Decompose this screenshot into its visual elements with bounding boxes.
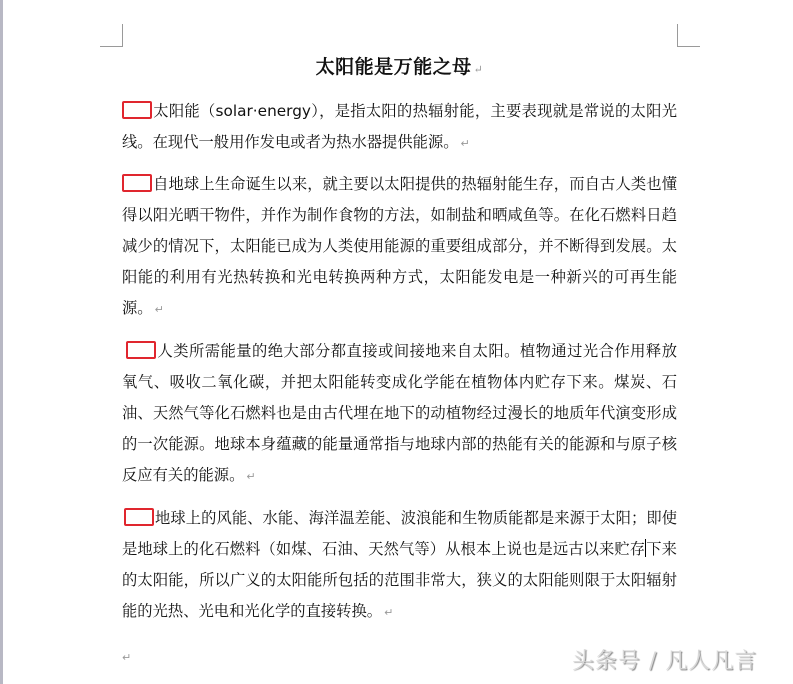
window-left-edge [0, 0, 3, 684]
paragraph-mark-icon: ↵ [246, 470, 256, 483]
paragraph-mark-icon: ↵ [122, 651, 132, 664]
margin-corner-top-left [100, 24, 123, 47]
paragraph-text: 人类所需能量的绝大部分都直接或间接地来自太阳。植物通过光合作用释放氧气、吸收二氧化碳，并把太阳能转变成化学能在植物体内贮存下来。煤炭、石油、天然气等化石燃料也是由古代埋在地下的动植物经过漫长的地质年代演变形成的一次能源。地球本身蕴藏的能量通常指与地球内部的热能有关的能源和与原子核反应有关的能源。 [122, 342, 677, 484]
paragraph-text: 自地球上生命诞生以来，就主要以太阳提供的热辐射能生存，而自古人类也懂得以阳光晒干物件，并作为制作食物的方法，如制盐和晒咸鱼等。在化石燃料日趋减少的情况下，太阳能已成为人类使用能源的重要组成部分，并不断得到发展。太阳能的利用有光热转换和光电转换两种方式，太阳能发电是一种新兴的可再生能源。 [122, 175, 677, 317]
indent-highlight-box [122, 101, 152, 119]
watermark: 头条号 / 凡人凡言 [572, 649, 758, 674]
empty-paragraph[interactable] [120, 646, 131, 665]
paragraph-2[interactable] [122, 169, 677, 325]
indent-highlight-box [124, 508, 154, 526]
paragraph-mark-icon: ↵ [154, 303, 164, 316]
paragraph-1[interactable] [122, 96, 677, 159]
indent-highlight-box [126, 341, 156, 359]
paragraph-text: 下来的太阳能，所以广义的太阳能所包括的范围非常大，狭义的太阳能则限于太阳辐射能的光热、光电和光化学的直接转换。 [122, 540, 677, 620]
document-title-text: 太阳能是万能之母 [315, 56, 472, 78]
document-title[interactable] [122, 52, 677, 79]
indent-highlight-box [122, 174, 152, 192]
paragraph-mark-icon: ↵ [460, 137, 470, 150]
paragraph-3[interactable] [122, 336, 677, 492]
paragraph-4[interactable] [122, 503, 677, 628]
paragraph-text: 太阳能（solar·energy），是指太阳的热辐射能，主要表现就是常说的太阳光线。在现代一般用作发电或者为热水器提供能源。 [122, 102, 677, 151]
paragraph-mark-icon: ↵ [384, 606, 394, 619]
paragraph-mark-icon: ↵ [473, 63, 484, 76]
paragraph-text: 地球上的风能、水能、海洋温差能、波浪能和生物质能都是来源于太阳；即使是地球上的化石燃料（如煤、石油、天然气等）从根本上说也是远古以来贮存 [122, 509, 677, 558]
margin-corner-top-right [677, 24, 700, 47]
